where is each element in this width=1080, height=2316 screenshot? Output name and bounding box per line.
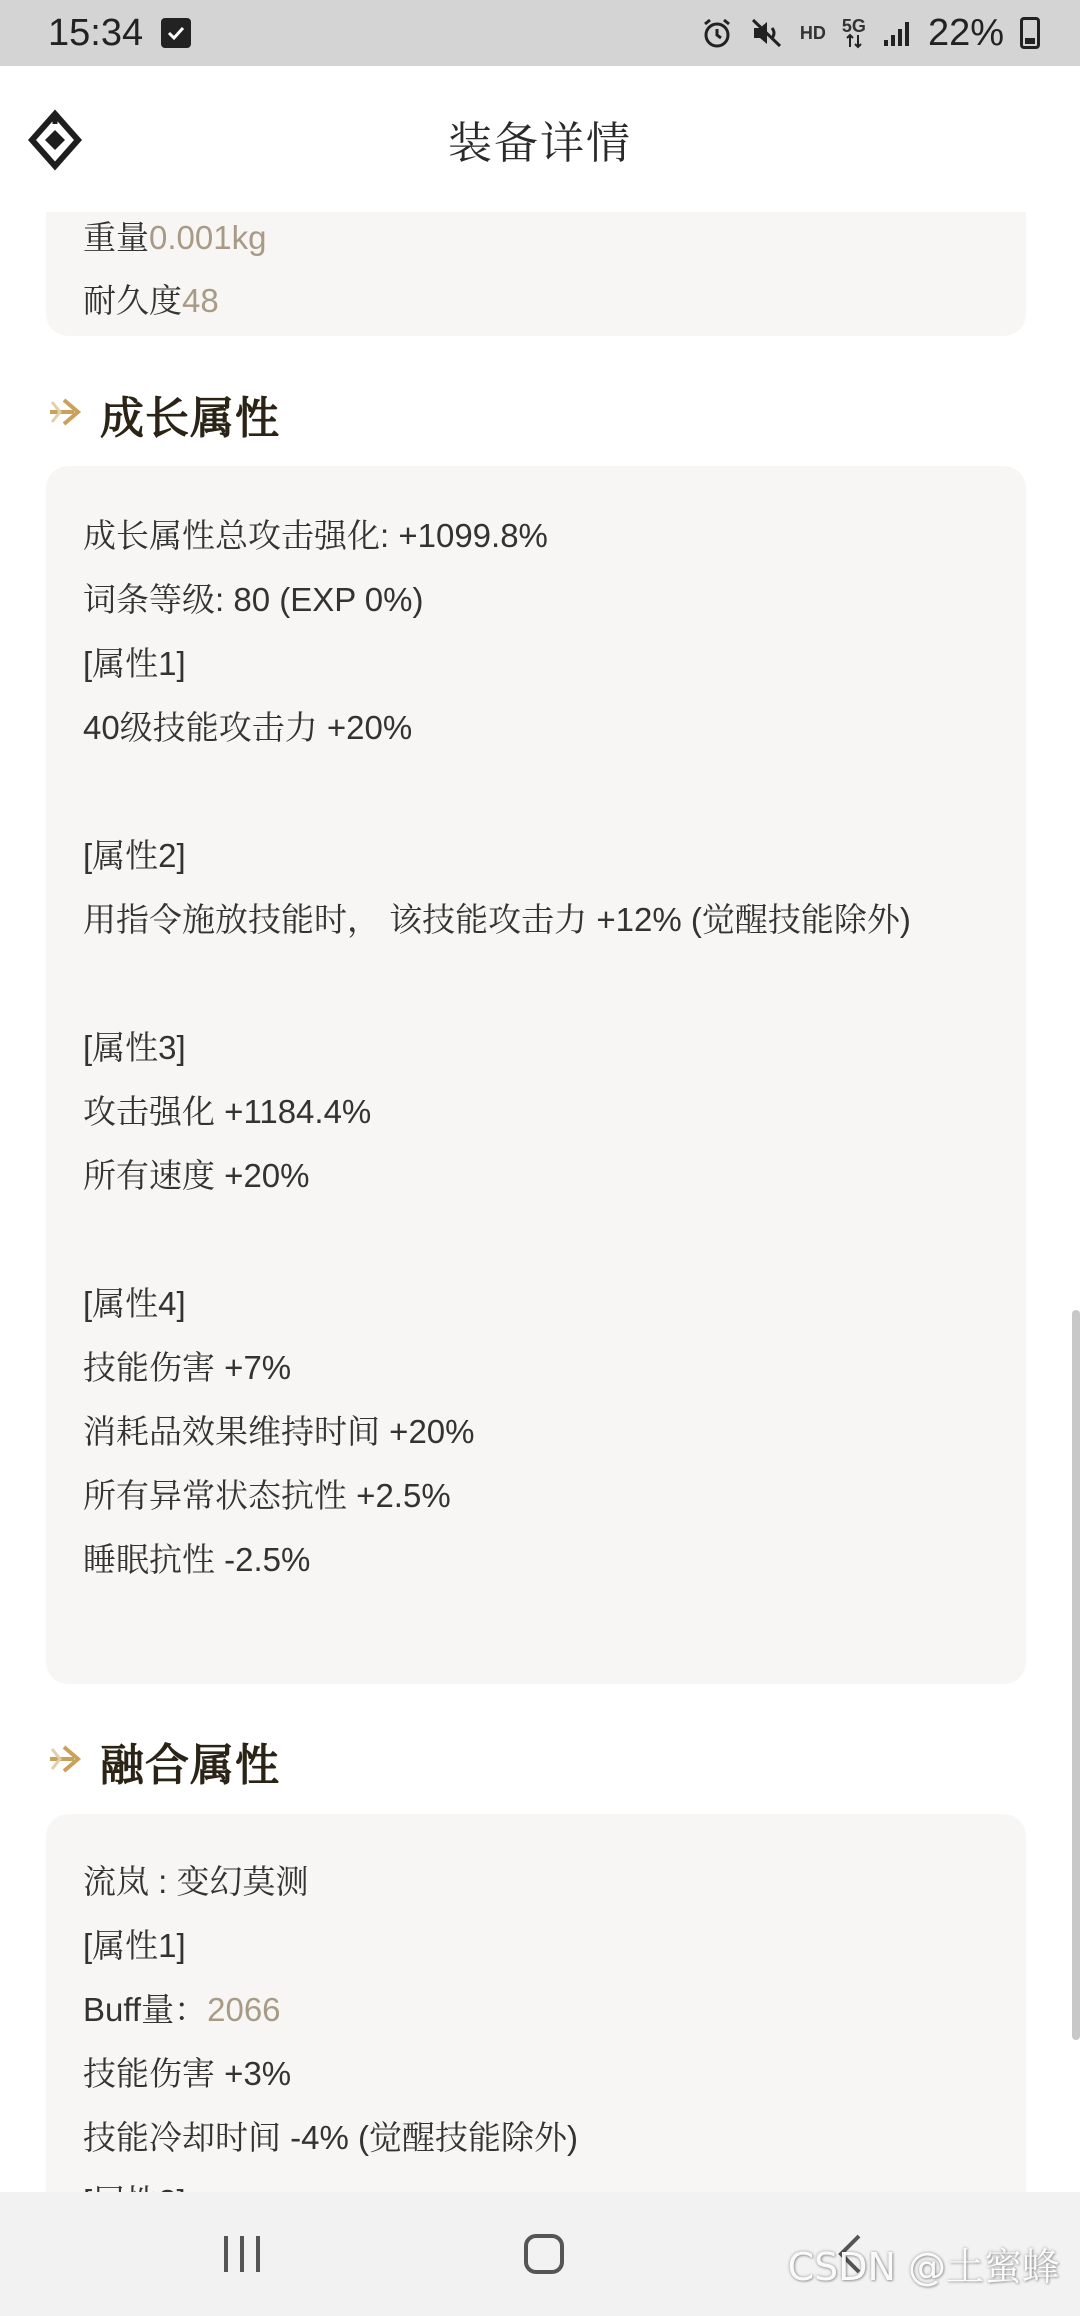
- hd-indicator: HD: [799, 22, 826, 43]
- network-5g-label: 5G: [841, 16, 866, 36]
- growth-line: [属性4]: [83, 1285, 186, 1322]
- fusion-name: 流岚 : 变幻莫测: [83, 1863, 309, 1900]
- status-bar: [0, 0, 1080, 66]
- growth-line: 睡眠抗性 -2.5%: [83, 1541, 311, 1578]
- app-header: [0, 66, 1080, 212]
- scrollbar[interactable]: [1072, 1310, 1080, 2040]
- growth-line: [属性1]: [83, 645, 186, 682]
- growth-line: 用指令施放技能时， 该技能攻击力 +12% (觉醒技能除外): [83, 901, 911, 938]
- fusion-attr1-label: [属性1]: [83, 1927, 186, 1964]
- status-time: 15:34: [48, 11, 144, 54]
- growth-section-title: 成长属性: [100, 393, 280, 444]
- signal-icon: [882, 18, 912, 48]
- growth-line: 40级技能攻击力 +20%: [83, 709, 413, 746]
- growth-line: 技能伤害 +7%: [83, 1349, 292, 1386]
- durability-value: 48: [182, 282, 219, 319]
- network-5g-icon: [842, 18, 866, 48]
- growth-line: [属性3]: [83, 1029, 186, 1066]
- buff-value: 2066: [207, 1991, 281, 2028]
- durability-row: [83, 275, 219, 322]
- arrow-icon: [46, 1741, 86, 1781]
- buff-row: [83, 1984, 281, 2031]
- weight-value: 0.001kg: [149, 219, 267, 256]
- weight-row: [83, 212, 266, 259]
- growth-line: 所有异常状态抗性 +2.5%: [83, 1477, 451, 1514]
- growth-line: [属性2]: [83, 837, 186, 874]
- growth-line: 所有速度 +20%: [83, 1157, 310, 1194]
- growth-attributes-card: [46, 466, 1026, 1684]
- recent-apps-button[interactable]: [202, 2222, 282, 2286]
- checkbox-notification-icon: [161, 18, 191, 48]
- battery-percent: 22%: [927, 11, 1004, 54]
- fusion-section-title: 融合属性: [100, 1740, 280, 1791]
- growth-line: 词条等级: 80 (EXP 0%): [83, 581, 424, 618]
- alarm-icon: [700, 16, 734, 50]
- page-title: 装备详情: [448, 118, 632, 169]
- weight-label: 重量: [83, 219, 149, 256]
- mute-icon: [750, 16, 784, 50]
- growth-line: 攻击强化 +1184.4%: [83, 1093, 372, 1130]
- durability-label: 耐久度: [83, 282, 182, 319]
- home-button[interactable]: [504, 2222, 584, 2286]
- logo-icon[interactable]: [28, 110, 82, 170]
- arrow-icon: [46, 394, 86, 434]
- fusion-section-header: [46, 1729, 280, 1793]
- watermark: CSDN @土蜜蜂: [787, 2245, 1060, 2289]
- fusion-line: 技能冷却时间 -4% (觉醒技能除外): [83, 2119, 578, 2156]
- growth-section-header: [46, 382, 280, 446]
- detail-scroll-area[interactable]: [0, 212, 1080, 2192]
- buff-label: Buff量：: [83, 1991, 208, 2028]
- growth-line: 成长属性总攻击强化: +1099.8%: [83, 517, 548, 554]
- fusion-line: 技能伤害 +3%: [83, 2055, 292, 2092]
- battery-icon: [1020, 17, 1040, 49]
- growth-line: 消耗品效果维持时间 +20%: [83, 1413, 475, 1450]
